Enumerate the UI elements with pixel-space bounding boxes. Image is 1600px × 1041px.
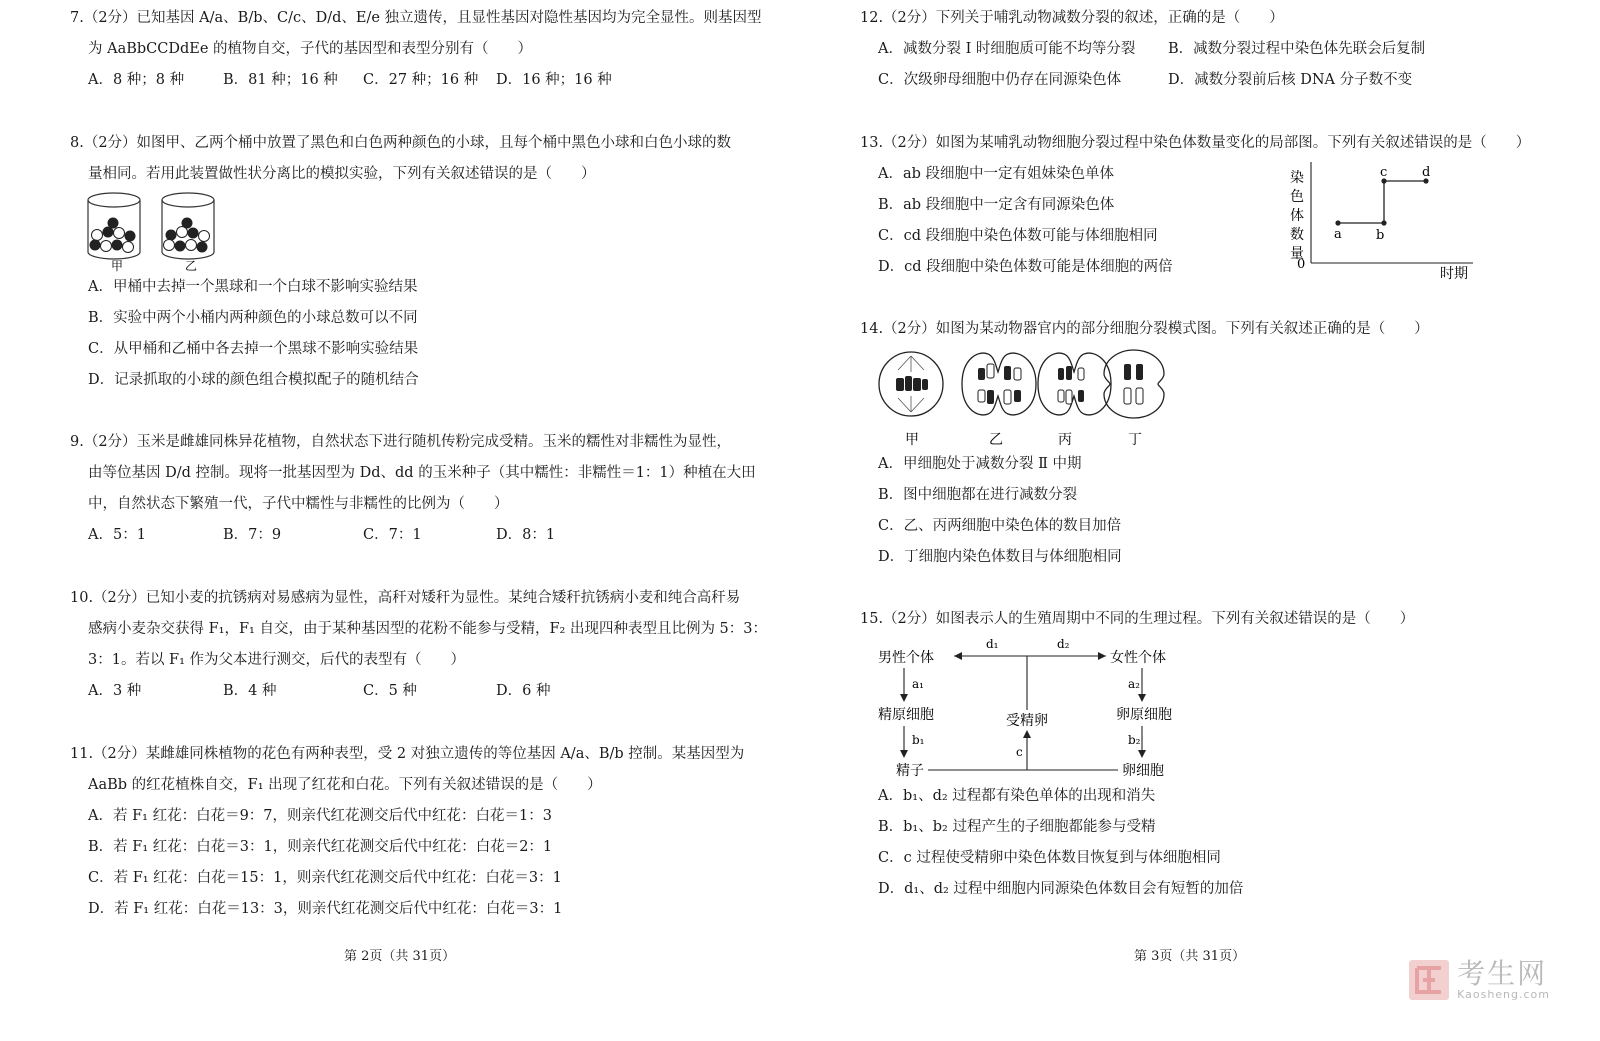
graph-point-b (1381, 220, 1386, 225)
label-b1: b₁ (912, 733, 925, 747)
options-row (860, 34, 1540, 65)
cell-label-jia: 甲 (905, 432, 919, 448)
graph-xlabel: 时期 (1440, 266, 1468, 282)
option-d[interactable]: D．d₁、d₂ 过程中细胞内同源染色体数目会有短暂的加倍 (878, 881, 1244, 897)
question-stem-line: 7.（2分）已知基因 A/a、B/b、C/c、D/d、E/e 独立遗传，且显性基因对隐性基因均为完全显性。则基因型 (70, 10, 762, 26)
question-12 (860, 3, 1540, 96)
label-b2: b₂ (1128, 733, 1141, 747)
question-stem-line: 11.（2分）某雌雄同株植物的花色有两种表型，受 2 对独立遗传的等位基因 A/a、B/b 控制。某基因型为 (70, 746, 745, 762)
node-zygote: 受精卵 (1006, 713, 1048, 729)
node-sperm: 精子 (896, 763, 924, 779)
question-stem-line: 量相同。若用此装置做性状分离比的模拟实验，下列有关叙述错误的是（ ） (88, 166, 596, 182)
option-b[interactable]: B．若 F₁ 红花：白花＝3：1，则亲代红花测交后代中红花：白花＝2：1 (88, 839, 553, 855)
bucket-label-yi: 乙 (185, 259, 198, 273)
question-stem-line: 15.（2分）如图表示人的生殖周期中不同的生理过程。下列有关叙述错误的是（ ） (860, 611, 1415, 627)
question-15-options (860, 781, 1550, 905)
option-c[interactable]: C．c 过程使受精卵中染色体数目恢复到与体细胞相同 (878, 850, 1221, 866)
option-b[interactable]: B．b₁、b₂ 过程产生的子细胞都能参与受精 (878, 819, 1156, 835)
option-b[interactable]: B．图中细胞都在进行减数分裂 (878, 487, 1078, 503)
question-14-options (860, 449, 1550, 573)
graph-ylabel-char-4: 数 (1290, 227, 1304, 243)
question-8-options (70, 272, 760, 396)
graph-label-b: b (1376, 228, 1385, 243)
graph-ylabel-char-3: 体 (1290, 208, 1304, 224)
cell-division-figure (878, 344, 1178, 452)
label-a2: a₂ (1128, 677, 1140, 691)
page-footer-left: 第 2页（共 31页） (344, 949, 456, 964)
option-b[interactable]: B．ab 段细胞中一定含有同源染色体 (878, 197, 1115, 213)
option-c[interactable]: C．若 F₁ 红花：白花＝15：1，则亲代红花测交后代中红花：白花＝3：1 (88, 870, 562, 886)
question-stem-line: 13.（2分）如图为某哺乳动物细胞分裂过程中染色体数量变化的局部图。下列有关叙述错误的是（ ） (860, 135, 1531, 151)
option-a[interactable]: A．3 种 (88, 683, 142, 699)
cell-label-yi: 乙 (989, 432, 1003, 448)
graph-origin: 0 (1297, 257, 1306, 272)
question-stem-line: 14.（2分）如图为某动物器官内的部分细胞分裂模式图。下列有关叙述正确的是（ ） (860, 321, 1429, 337)
cell-jia (879, 352, 943, 416)
option-b[interactable]: B．7：9 (223, 527, 282, 543)
bucket-label-jia: 甲 (111, 259, 124, 273)
options-row (860, 65, 1540, 96)
question-stem-line: 为 AaBbCCDdEe 的植物自交，子代的基因型和表型分别有（ ） (88, 41, 533, 57)
node-spermatogonia: 精原细胞 (878, 707, 934, 723)
option-b[interactable]: B．81 种；16 种 (223, 72, 338, 88)
option-d[interactable]: D．16 种；16 种 (496, 72, 612, 88)
graph-ylabel-char-1: 染 (1290, 170, 1304, 186)
option-c[interactable]: C．7：1 (363, 527, 422, 543)
node-female: 女性个体 (1110, 650, 1166, 666)
option-a[interactable]: A．8 种；8 种 (88, 72, 185, 88)
watermark-en: Kaosheng.com (1457, 988, 1550, 1001)
question-7 (70, 3, 760, 96)
option-b[interactable]: B．实验中两个小桶内两种颜色的小球总数可以不同 (88, 310, 418, 326)
question-stem-line: 由等位基因 D/d 控制。现将一批基因型为 Dd、dd 的玉米种子（其中糯性：非糯性＝1：1）种植在大田 (88, 465, 756, 481)
graph-ylabel-char-2: 色 (1290, 189, 1304, 205)
option-a[interactable]: A．ab 段细胞中一定有姐妹染色单体 (878, 166, 1115, 182)
option-a[interactable]: A．b₁、d₂ 过程都有染色单体的出现和消失 (878, 788, 1156, 804)
question-stem-line: 中，自然状态下繁殖一代，子代中糯性与非糯性的比例为（ ） (88, 496, 509, 512)
cell-bing (1038, 353, 1111, 415)
graph-label-a: a (1334, 227, 1342, 242)
option-d[interactable]: D．cd 段细胞中染色体数可能是体细胞的两倍 (878, 259, 1173, 275)
option-c[interactable]: C．从甲桶和乙桶中各去掉一个黑球不影响实验结果 (88, 341, 419, 357)
option-d[interactable]: D．减数分裂前后核 DNA 分子数不变 (1168, 72, 1413, 88)
node-oogonia: 卵原细胞 (1116, 707, 1172, 723)
option-b[interactable]: B．4 种 (223, 683, 277, 699)
watermark-cn: 考生网 (1457, 957, 1548, 990)
option-c[interactable]: C．cd 段细胞中染色体数可能与体细胞相同 (878, 228, 1158, 244)
reproduction-cycle-diagram (872, 630, 1192, 785)
graph-ylabel-char-5: 量 (1290, 246, 1304, 262)
option-d[interactable]: D．若 F₁ 红花：白花＝13：3，则亲代红花测交后代中红花：白花＝3：1 (88, 901, 563, 917)
option-b[interactable]: B．减数分裂过程中染色体先联会后复制 (1168, 41, 1426, 57)
question-stem-line: 感病小麦杂交获得 F₁，F₁ 自交，由于某种基因型的花粉不能参与受精，F₂ 出现四种表型且比例为 5：3： (88, 621, 768, 637)
question-stem-line: 3：1。若以 F₁ 作为父本进行测交，后代的表型有（ ） (88, 652, 466, 668)
option-c[interactable]: C．5 种 (363, 683, 417, 699)
question-10 (70, 583, 768, 707)
question-stem-line: AaBb 的红花植株自交，F₁ 出现了红花和白花。下列有关叙述错误的是（ ） (88, 777, 602, 793)
question-8 (70, 128, 760, 190)
cell-label-ding: 丁 (1128, 432, 1142, 448)
graph-label-d: d (1422, 165, 1431, 180)
cell-ding (1104, 350, 1164, 418)
option-d[interactable]: D．6 种 (496, 683, 551, 699)
label-d1: d₁ (986, 637, 999, 651)
question-stem-line: 9.（2分）玉米是雌雄同株异花植物，自然状态下进行随机传粉完成受精。玉米的糯性对非糯性为显性， (70, 434, 732, 450)
question-stem-line: 8.（2分）如图甲、乙两个桶中放置了黑色和白色两种颜色的小球，且每个桶中黑色小球和白色小球的数 (70, 135, 732, 151)
node-egg: 卵细胞 (1122, 763, 1164, 779)
question-11 (70, 739, 760, 925)
node-male: 男性个体 (878, 650, 934, 666)
options-row (70, 520, 760, 551)
options-row (70, 65, 760, 96)
label-a1: a₁ (912, 677, 924, 691)
option-c[interactable]: C．27 种；16 种 (363, 72, 479, 88)
option-a[interactable]: A．甲细胞处于减数分裂 Ⅱ 中期 (878, 456, 1082, 472)
page-footer-right: 第 3页（共 31页） (1134, 949, 1246, 964)
option-a[interactable]: A．5：1 (88, 527, 146, 543)
graph-label-c: c (1380, 165, 1388, 180)
label-d2: d₂ (1057, 637, 1070, 651)
bucket-yi (162, 193, 214, 259)
question-stem-line: 12.（2分）下列关于哺乳动物减数分裂的叙述，正确的是（ ） (860, 10, 1284, 26)
question-14 (860, 314, 1550, 345)
watermark (1407, 958, 1550, 1002)
label-c: c (1016, 745, 1023, 759)
question-9 (70, 427, 760, 551)
option-d[interactable]: D．丁细胞内染色体数目与体细胞相同 (878, 549, 1122, 565)
graph-point-a (1335, 220, 1340, 225)
question-stem-line: 10.（2分）已知小麦的抗锈病对易感病为显性，高秆对矮秆为显性。某纯合矮秆抗锈病小麦和纯合高秆易 (70, 590, 741, 606)
option-a[interactable]: A．甲桶中去掉一个黑球和一个白球不影响实验结果 (88, 279, 418, 295)
option-c[interactable]: C．次级卵母细胞中仍存在同源染色体 (878, 72, 1122, 88)
options-row (70, 676, 760, 707)
kaosheng-logo-icon (1407, 958, 1451, 1002)
cell-yi (962, 353, 1036, 415)
bucket-figure (84, 190, 224, 274)
option-c[interactable]: C．乙、丙两细胞中染色体的数目加倍 (878, 518, 1122, 534)
option-d[interactable]: D．记录抓取的小球的颜色组合模拟配子的随机结合 (88, 372, 419, 388)
option-d[interactable]: D．8：1 (496, 527, 556, 543)
option-a[interactable]: A．若 F₁ 红花：白花＝9：7，则亲代红花测交后代中红花：白花＝1：3 (88, 808, 552, 824)
cell-label-bing: 丙 (1058, 432, 1072, 448)
option-a[interactable]: A．减数分裂 Ⅰ 时细胞质可能不均等分裂 (878, 41, 1136, 57)
bucket-jia (88, 193, 140, 259)
chromosome-step-graph (1278, 160, 1478, 285)
